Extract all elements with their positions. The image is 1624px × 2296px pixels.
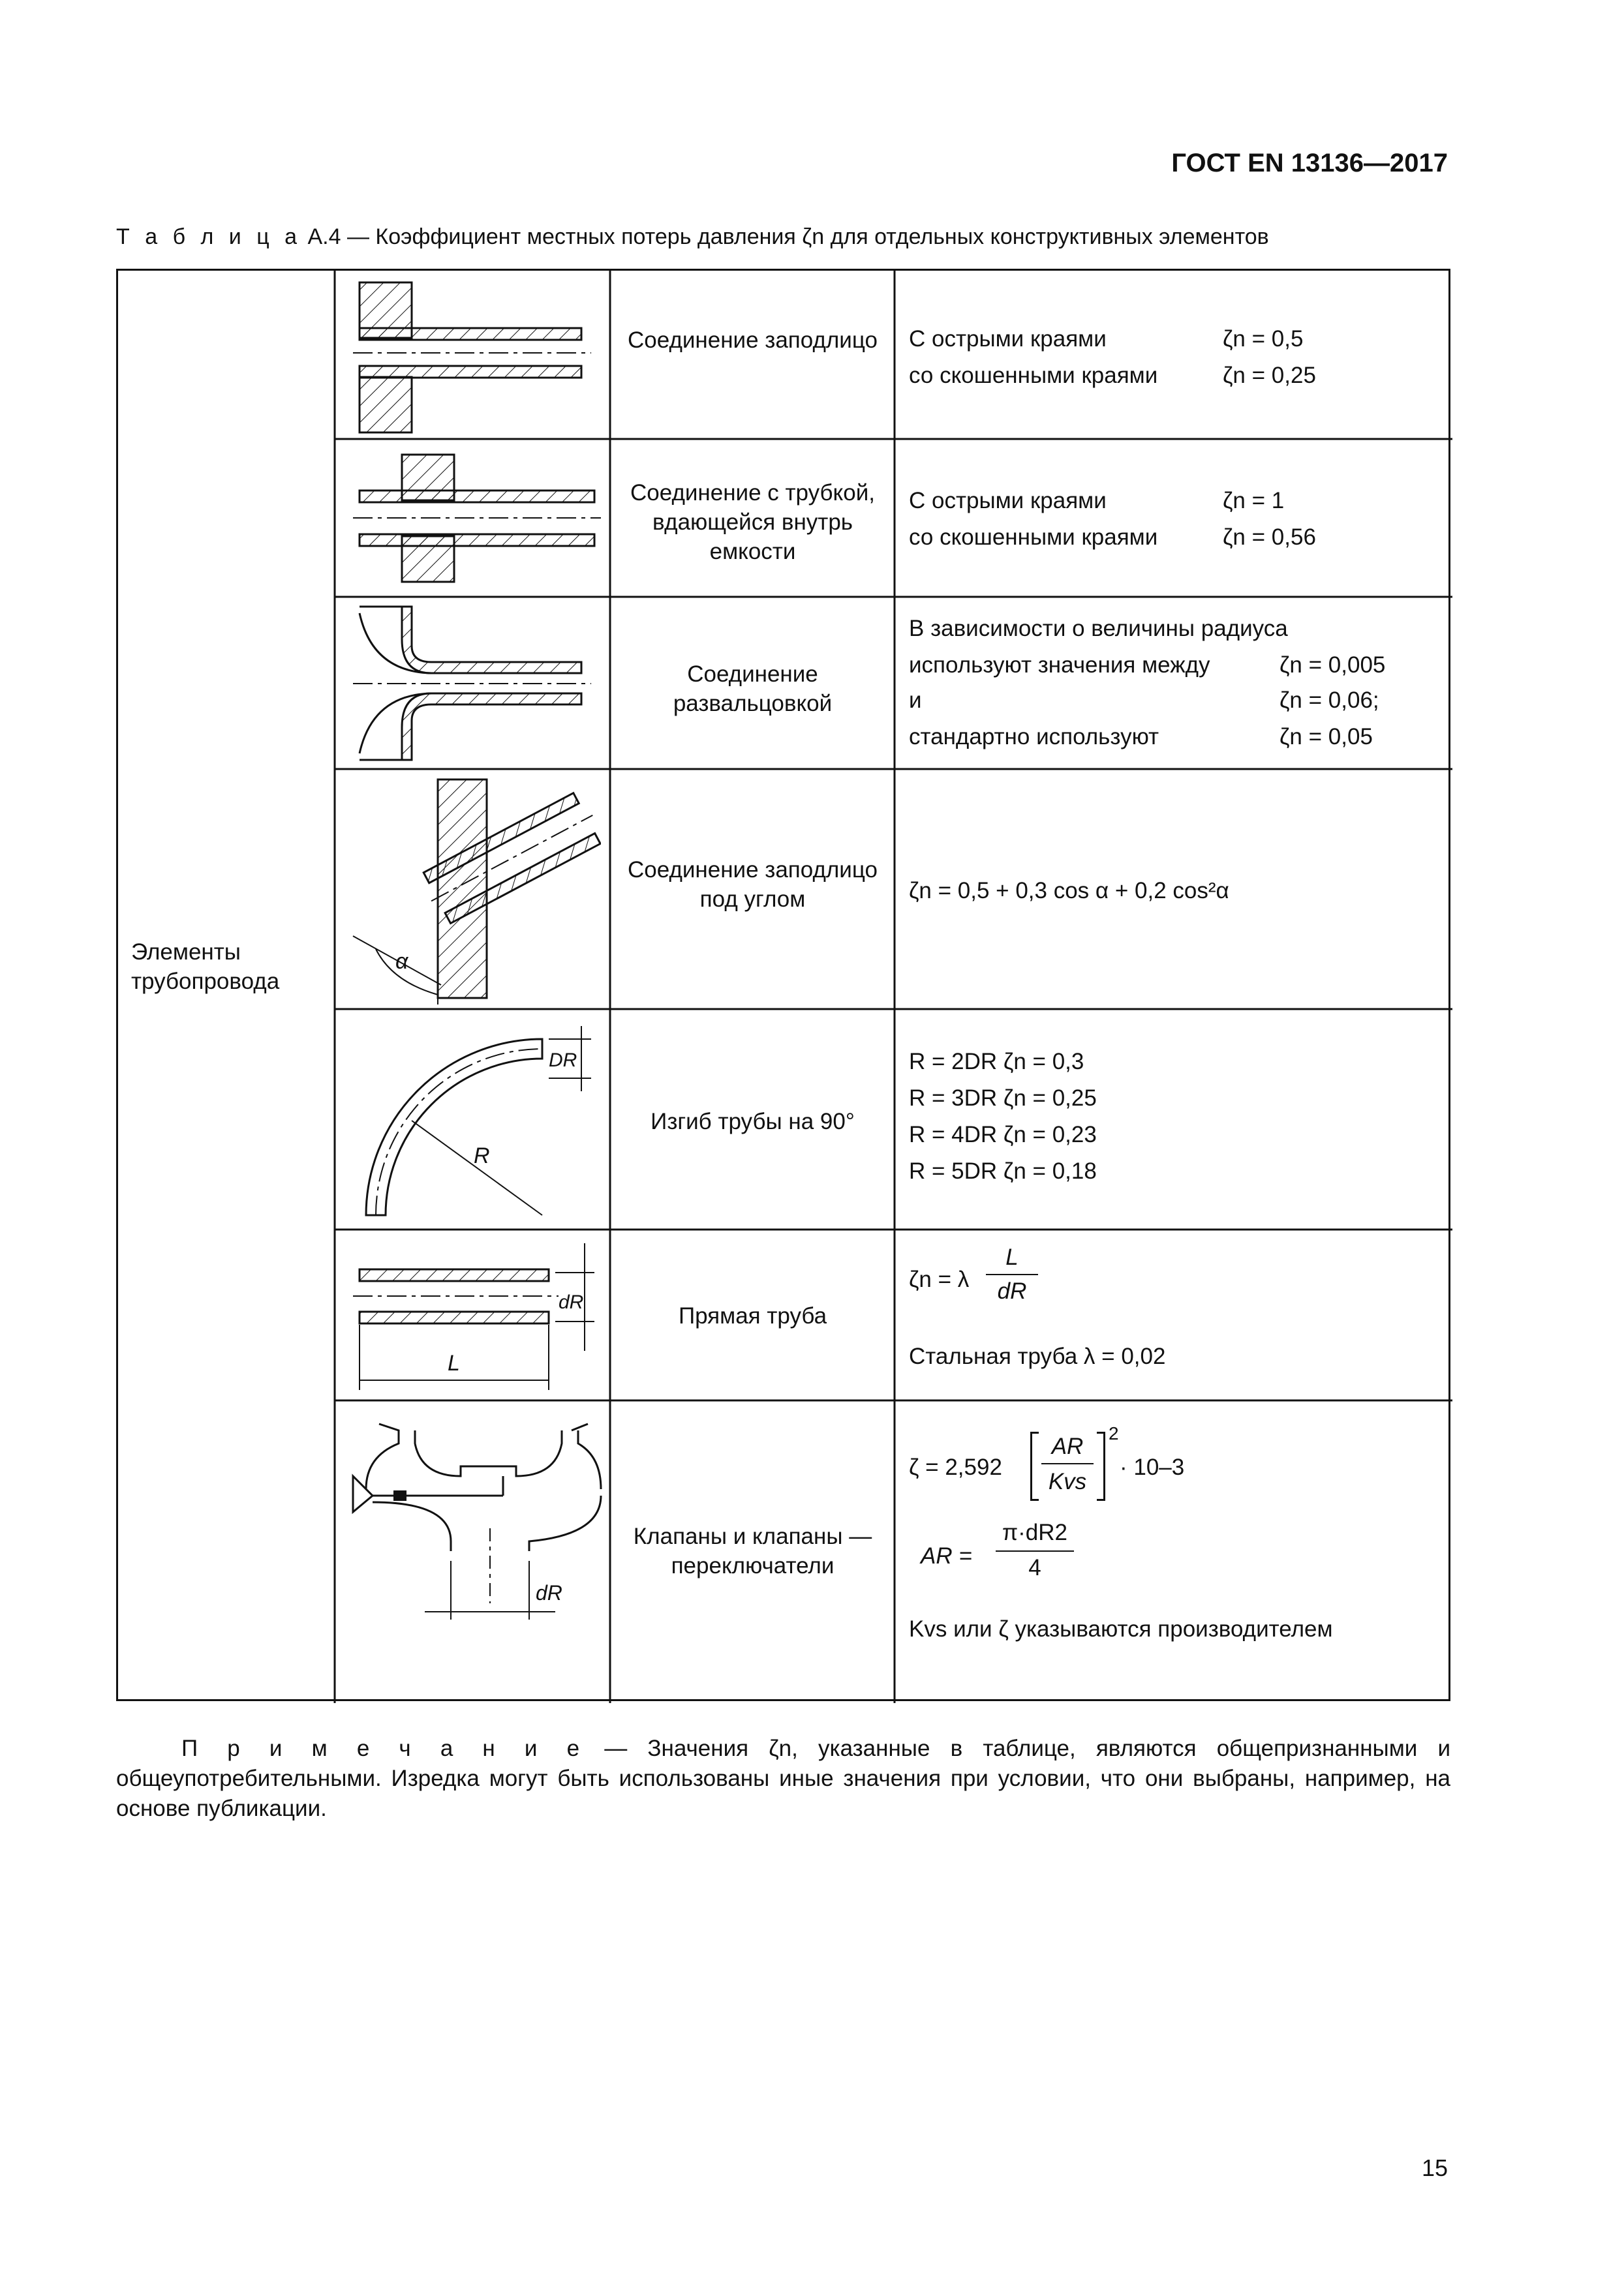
row7-formula1-lhs: ζ = 2,592 — [909, 1455, 1002, 1480]
row7-formula1-tail: · 10–3 — [1120, 1455, 1185, 1480]
row7-name: Клапаны и клапаны — переключатели — [633, 1524, 872, 1578]
pipe-l-label: L — [448, 1351, 460, 1376]
row7-extra: Kvs или ζ указываются производителем — [909, 1616, 1333, 1642]
row3-value1-coef: ζn = 0,005 — [1279, 652, 1386, 678]
row7-formula1-num: AR — [1051, 1434, 1084, 1459]
table-label: Т а б л и ц а — [116, 224, 302, 249]
note-label: П р и м е ч а н и е — [181, 1736, 585, 1761]
table-title: А.4 — Коэффициент местных потерь давления ζn для отдельных конструктивных элементов — [301, 224, 1269, 249]
row3-name: Соединение развальцовкой — [673, 661, 833, 716]
row6-formula-num: L — [1005, 1245, 1019, 1270]
group-label: Элементы трубопровода — [131, 939, 280, 994]
row2-name: Соединение с трубкой, вдающейся внутрь емкости — [630, 480, 875, 564]
row7-formula2-lhs: AR = — [921, 1543, 972, 1569]
row1-value1-coef: ζn = 0,5 — [1223, 326, 1304, 352]
row1-name: Соединение заподлицо — [628, 327, 878, 353]
row7-formula1-exp: 2 — [1109, 1423, 1119, 1443]
row7-bracket-right — [1097, 1432, 1105, 1501]
angled-joint-diagram — [340, 773, 601, 1006]
row4-formula: ζn = 0,5 + 0,3 cos α + 0,2 cos²α — [909, 878, 1229, 903]
row3-intro: В зависимости о величины радиуса — [909, 616, 1288, 641]
page-number: 15 — [1421, 2154, 1448, 2181]
note-text: — Значения ζn, указанные в таблице, являются общепризнанными и общеупотребительными. Изредка могут быть использованы иные значения при условии, что они выбраны, например, на основе публикации. — [116, 1736, 1451, 1821]
table-note — [116, 1734, 1450, 1824]
row5-name: Изгиб трубы на 90° — [651, 1109, 855, 1134]
coefficient-table — [116, 269, 1450, 1701]
flared-joint-diagram — [340, 600, 601, 766]
row6-name: Прямая труба — [678, 1303, 827, 1329]
bend-dr-label: DR — [549, 1050, 577, 1071]
row5-value1: R = 2DR ζn = 0,3 — [909, 1049, 1084, 1074]
row6-fraction-bar — [986, 1274, 1038, 1275]
row5-value2: R = 3DR ζn = 0,25 — [909, 1085, 1097, 1111]
row4-name: Соединение заподлицо под углом — [628, 857, 878, 912]
row7-fraction2-bar — [996, 1550, 1074, 1552]
row6-extra: Стальная труба λ = 0,02 — [909, 1344, 1166, 1369]
row1-value2-coef: ζn = 0,25 — [1223, 363, 1316, 388]
row3-value3-coef: ζn = 0,05 — [1279, 724, 1373, 749]
document-code: ГОСТ EN 13136—2017 — [1171, 149, 1448, 177]
valve-dr-label: dR — [536, 1581, 562, 1605]
row1-value2-text: со скошенными краями — [909, 363, 1158, 388]
row6-formula-den: dR — [997, 1278, 1027, 1304]
flush-joint-diagram — [340, 276, 601, 436]
straight-pipe-diagram — [340, 1233, 601, 1398]
angle-label: α — [395, 949, 408, 974]
row1-value1-text: С острыми краями — [909, 326, 1107, 352]
row5-value3: R = 4DR ζn = 0,23 — [909, 1122, 1097, 1147]
row5-value4: R = 5DR ζn = 0,18 — [909, 1158, 1097, 1184]
row7-formula2-den: 4 — [1028, 1555, 1041, 1580]
protruding-joint-diagram — [340, 442, 607, 595]
row2-value1-coef: ζn = 1 — [1223, 488, 1285, 513]
row6-formula-lhs: ζn = λ — [909, 1267, 970, 1292]
row2-value2-coef: ζn = 0,56 — [1223, 524, 1316, 550]
row7-formula2-num: π·dR2 — [1002, 1520, 1067, 1545]
row3-value2-text: и — [909, 687, 922, 713]
row7-fraction1-bar — [1041, 1463, 1094, 1464]
row3-value3-text: стандартно используют — [909, 724, 1159, 749]
pipe-dr-label: dR — [559, 1292, 584, 1313]
row3-value1-text: используют значения между — [909, 652, 1210, 678]
bend-r-label: R — [474, 1143, 490, 1168]
valve-diagram — [340, 1404, 607, 1699]
row3-value2-coef: ζn = 0,06; — [1279, 687, 1379, 713]
row7-formula1-den: Kvs — [1048, 1469, 1087, 1494]
pipe-bend-diagram — [340, 1013, 601, 1227]
row2-value1-text: С острыми краями — [909, 488, 1107, 513]
table-caption — [116, 224, 1269, 250]
row2-value2-text: со скошенными краями — [909, 524, 1158, 550]
